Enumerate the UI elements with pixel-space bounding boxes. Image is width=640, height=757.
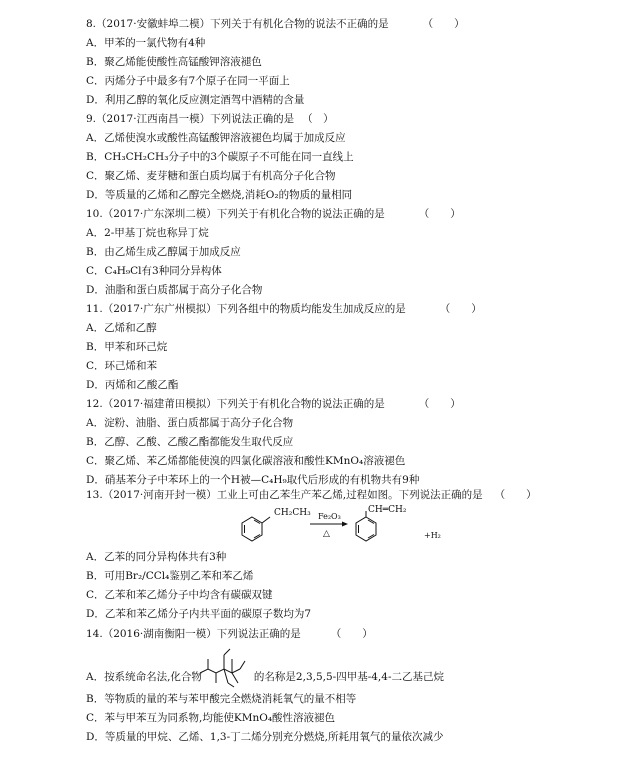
answer-blank: （ ）: [494, 489, 537, 501]
answer-blank: （ ）: [418, 208, 461, 220]
option: A．乙苯的同分异构体共有3种: [86, 551, 227, 563]
reaction-scheme: [238, 503, 468, 545]
option: B．等物质的量的苯与苯甲酸完全燃烧消耗氧气的量不相等: [86, 693, 357, 705]
option: C．聚乙烯、麦芽糖和蛋白质均属于有机高分子化合物: [86, 170, 336, 182]
option: A．乙烯使溴水或酸性高锰酸钾溶液褪色均属于加成反应: [86, 132, 346, 144]
option: D．丙烯和乙酸乙酯: [86, 379, 179, 391]
answer-blank: （ ）: [302, 113, 334, 125]
option-a-q14: A．按系统命名法,化合物 的名称是2,3,5,5-四甲基-4,4-二乙基己烷: [86, 671, 444, 683]
reactant-substituent-label: CH₂CH₃: [274, 508, 311, 518]
question-11-stem: 11.（2017·广东广州模拟）下列各组中的物质均能发生加成反应的是 （ ）: [86, 303, 482, 315]
option: C．乙苯和苯乙烯分子中均含有碳碳双键: [86, 589, 273, 601]
option: C．C₄H₉Cl有3种同分异构体: [86, 265, 222, 277]
option: D．油脂和蛋白质都属于高分子化合物: [86, 284, 263, 296]
heat-condition: △: [323, 529, 330, 539]
catalyst-label: Fe₂O₃: [318, 512, 341, 521]
option: B．聚乙烯能使酸性高锰酸钾溶液褪色: [86, 56, 262, 68]
option: B．甲苯和环己烷: [86, 341, 168, 353]
question-13-stem: 13.（2017·河南开封一模）工业上可由乙苯生产苯乙烯,过程如图。下列说法正确的是 （ ）: [86, 489, 537, 501]
option: C．丙烯分子中最多有7个原子在同一平面上: [86, 75, 290, 87]
option: A．乙烯和乙醇: [86, 322, 157, 334]
question-12-stem: 12.（2017·福建莆田模拟）下列关于有机化合物的说法正确的是 （ ）: [86, 398, 461, 410]
option: A．2-甲基丁烷也称异丁烷: [86, 227, 209, 239]
option: B．由乙烯生成乙醇属于加成反应: [86, 246, 241, 258]
answer-blank: （ ）: [422, 18, 465, 30]
arrow-head: [342, 522, 348, 527]
option: C．聚乙烯、苯乙烯都能使溴的四氯化碳溶液和酸性KMnO₄溶液褪色: [86, 455, 406, 467]
option: D．硝基苯分子中苯环上的一个H被—C₄H₉取代后形成的有机物共有9种: [86, 474, 420, 486]
option: D．等质量的甲烷、乙烯、1,3-丁二烯分别充分燃烧,所耗用氧气的量依次减少: [86, 731, 444, 743]
option: D．等质量的乙烯和乙醇完全燃烧,消耗O₂的物质的量相同: [86, 189, 353, 201]
option: D．乙苯和苯乙烯分子内共平面的碳原子数均为7: [86, 608, 312, 620]
option: C．苯与甲苯互为同系物,均能使KMnO₄酸性溶液褪色: [86, 712, 336, 724]
benzene-ring-product: [356, 511, 376, 541]
question-10-stem: 10.（2017·广东深圳二模）下列关于有机化合物的说法正确的是 （ ）: [86, 208, 461, 220]
question-14-stem: 14.（2016·湖南衡阳一模）下列说法正确的是 （ ）: [86, 628, 373, 640]
option: A．甲苯的一氯代物有4种: [86, 37, 206, 49]
benzene-ring-reactant: [242, 517, 270, 541]
option: B．CH₃CH₂CH₃分子中的3个碳原子不可能在同一直线上: [86, 151, 354, 163]
option: A．淀粉、油脂、蛋白质都属于高分子化合物: [86, 417, 294, 429]
product-substituent-label: CH═CH₂: [368, 505, 407, 515]
answer-blank: （ ）: [418, 398, 461, 410]
answer-blank: （ ）: [439, 303, 482, 315]
question-8-stem: 8.（2017·安徽蚌埠二模）下列关于有机化合物的说法不正确的是 （ ）: [86, 18, 465, 30]
option: C．环己烯和苯: [86, 360, 158, 372]
answer-blank: （ ）: [330, 628, 373, 640]
question-9-stem: 9.（2017·江西南昌一模）下列说法正确的是 （ ）: [86, 113, 334, 125]
hydrogen-byproduct: +H₂: [424, 531, 441, 540]
option: D．利用乙醇的氧化反应测定酒驾中酒精的含量: [86, 94, 305, 106]
option: B．可用Br₂/CCl₄鉴别乙苯和苯乙烯: [86, 570, 254, 582]
option: B．乙醇、乙酸、乙酸乙酯都能发生取代反应: [86, 436, 294, 448]
